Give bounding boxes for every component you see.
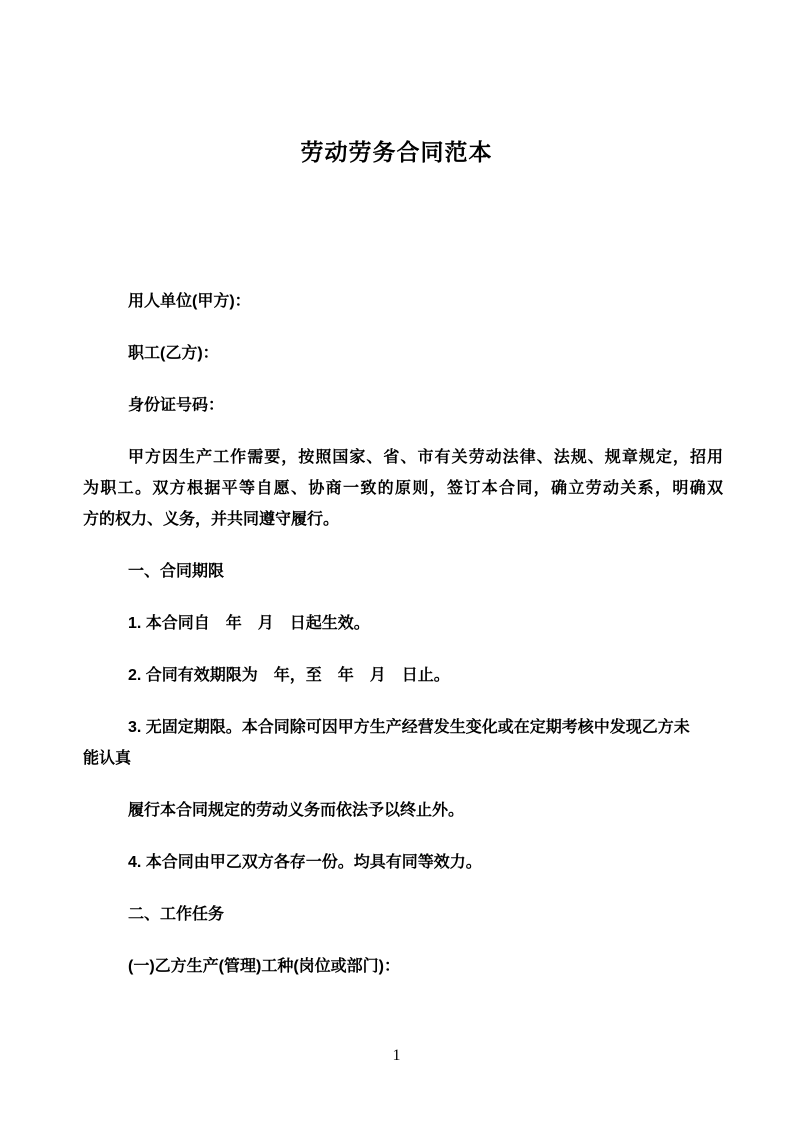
text-line: 1. 本合同自 年 月 日起生效。	[128, 615, 370, 632]
text-line: (一)乙方生产(管理)工种(岗位或部门)：	[128, 958, 400, 975]
para-clause-1-3	[83, 712, 723, 774]
para-clause-1-1	[83, 608, 723, 639]
para-employer-label	[83, 286, 723, 317]
text-line: 二、工作任务	[128, 906, 225, 923]
document-body	[83, 286, 723, 982]
para-id-number-label	[83, 390, 723, 421]
text-line: 甲方因生产工作需要，按照国家、省、市有关劳动法律、法规、规章规定，招用	[128, 449, 723, 466]
text-line: 身份证号码：	[128, 397, 225, 414]
text-line: 方的权力、义务，并共同遵守履行。	[83, 511, 340, 528]
para-clause-2-1	[83, 951, 723, 982]
heading-section-2	[83, 899, 723, 930]
heading-section-1	[83, 556, 723, 587]
page-number: 1	[392, 1047, 401, 1064]
text-line: 职工(乙方)：	[128, 345, 219, 362]
para-clause-1-4	[83, 847, 723, 878]
document-title: 劳动劳务合同范本	[300, 139, 493, 165]
text-line: 3. 无固定期限。本合同除可因甲方生产经营发生变化或在定期考核中发现乙方未	[128, 719, 690, 736]
para-employee-label	[83, 338, 723, 369]
para-clause-1-3-continued	[83, 795, 723, 826]
text-line: 2. 合同有效期限为 年，至 年 月 日止。	[128, 667, 450, 684]
para-clause-1-2	[83, 660, 723, 691]
para-preamble	[83, 442, 723, 535]
text-line: 履行本合同规定的劳动义务而依法予以终止外。	[128, 802, 465, 819]
text-line: 4. 本合同由甲乙双方各存一份。均具有同等效力。	[128, 854, 482, 871]
text-line: 一、合同期限	[128, 563, 225, 580]
text-line: 用人单位(甲方)：	[128, 293, 251, 310]
text-line: 能认真	[83, 750, 132, 767]
text-line: 为职工。双方根据平等自愿、协商一致的原则，签订本合同，确立劳动关系，明确双	[83, 480, 723, 497]
